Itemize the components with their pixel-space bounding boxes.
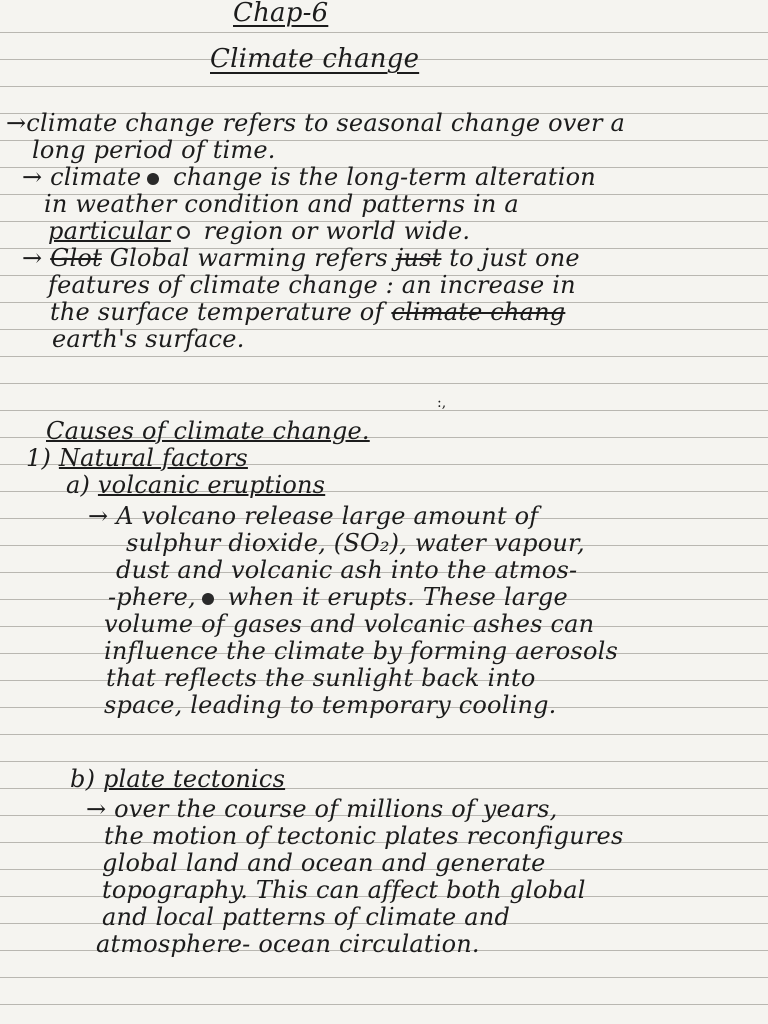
note-line: → A volcano release large amount of: [88, 502, 539, 530]
stray-marks: :,: [437, 395, 447, 411]
note-line: in weather condition and patterns in a: [44, 190, 519, 218]
note-line: [48, 218, 470, 245]
subheading-natural-factors: [26, 445, 248, 472]
note-line: topography. This can affect both global: [102, 876, 586, 904]
note-text: region or world wide.: [195, 217, 471, 245]
note-line: [50, 299, 565, 326]
list-letter: b): [70, 765, 96, 793]
chapter-label: [233, 0, 328, 27]
page-title: [210, 46, 419, 73]
struck-text: Glot: [50, 244, 102, 272]
note-line: and local patterns of climate and: [102, 903, 511, 931]
note-line: long period of time.: [32, 136, 276, 164]
note-line: features of climate change : an increase in: [48, 271, 576, 299]
struck-text: climate chang: [391, 298, 566, 326]
note-line: atmosphere- ocean circulation.: [96, 930, 480, 958]
note-line: [108, 584, 568, 611]
note-line: earth's surface.: [52, 325, 245, 353]
ink-blot-mark: [202, 593, 214, 605]
note-line: space, leading to temporary cooling.: [104, 691, 557, 719]
note-text: change is the long-term alteration: [165, 163, 596, 191]
struck-text: just: [395, 244, 442, 272]
note-line: global land and ocean and generate: [102, 849, 546, 877]
note-text: → climate: [22, 163, 142, 191]
note-line: the motion of tectonic plates reconfigures: [104, 822, 624, 850]
note-line: dust and volcanic ash into the atmos-: [116, 556, 578, 584]
note-line: volume of gases and volcanic ashes can: [104, 610, 595, 638]
note-line: [22, 164, 596, 191]
note-text: Global warming refers: [101, 244, 396, 272]
ink-blot-mark: [147, 173, 159, 185]
note-line: sulphur dioxide, (SO₂), water vapour,: [126, 529, 585, 557]
list-number: 1): [26, 444, 52, 472]
note-line: →climate change refers to seasonal change over a: [6, 109, 625, 137]
subheading-text: plate tectonics: [102, 765, 286, 793]
note-line: → over the course of millions of years,: [86, 795, 558, 823]
note-text: →: [22, 244, 51, 272]
note-line: influence the climate by forming aerosols: [104, 637, 618, 665]
circle-mark: [177, 226, 190, 239]
note-text: to just one: [441, 244, 580, 272]
subheading-text: Natural factors: [58, 444, 248, 472]
list-letter: a): [66, 471, 91, 499]
note-line: [22, 245, 580, 272]
subheading-plate-tectonics: [70, 766, 285, 793]
subheading-text: volcanic eruptions: [97, 471, 326, 499]
section-heading-text: Causes of climate change.: [46, 417, 370, 445]
page-title-text: Climate change: [210, 44, 420, 74]
note-line: that reflects the sunlight back into: [106, 664, 536, 692]
note-text: the surface temperature of: [50, 298, 392, 326]
chapter-text: Chap-6: [233, 0, 329, 28]
note-text: -phere,: [108, 583, 196, 611]
note-text: when it erupts. These large: [219, 583, 568, 611]
section-heading: [46, 418, 370, 445]
subheading-volcanic: [66, 472, 325, 499]
note-text: particular: [48, 217, 171, 245]
